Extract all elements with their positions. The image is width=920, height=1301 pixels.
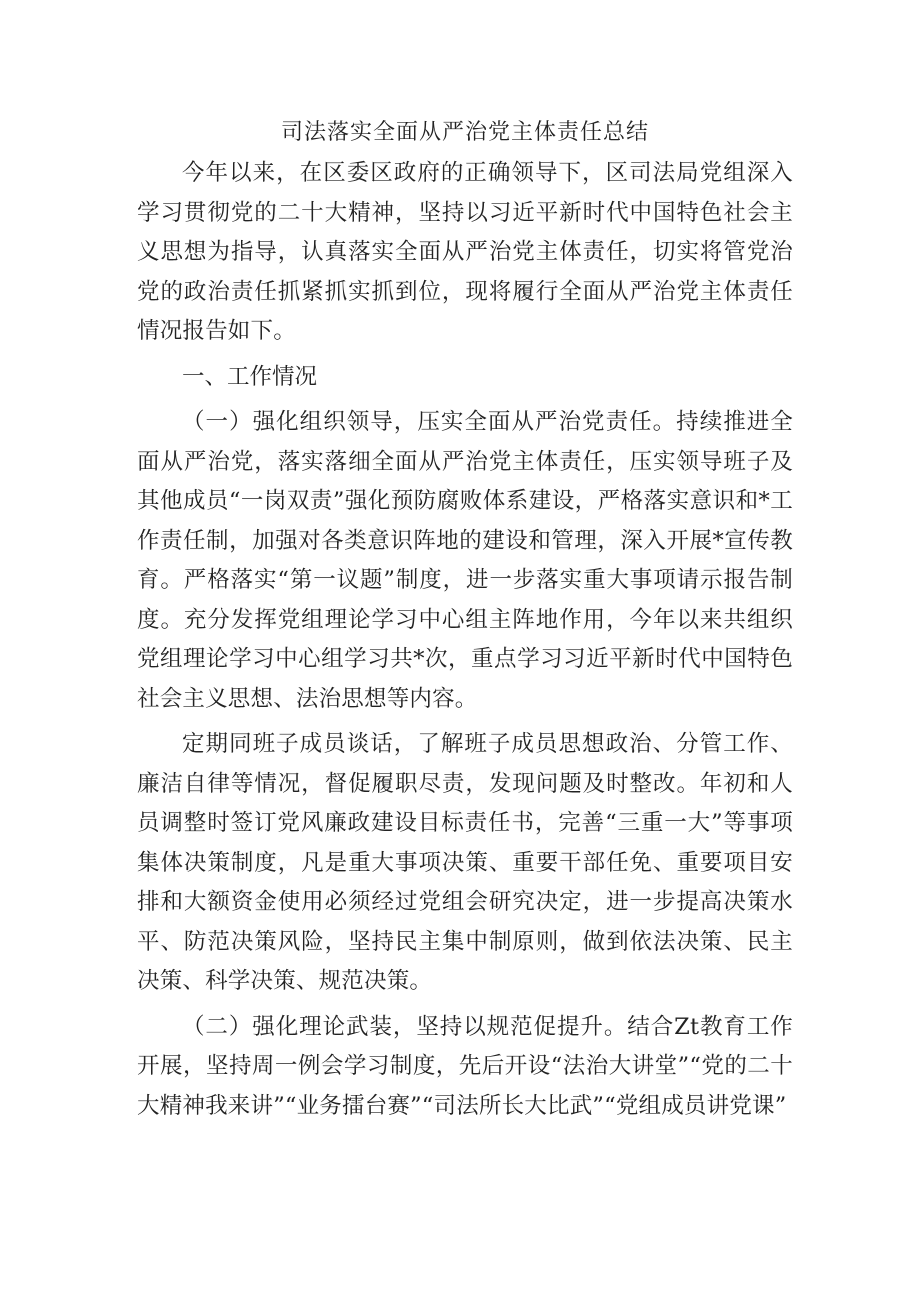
document-body	[137, 118, 793, 1132]
section-heading-work-status: 一、工作情况	[182, 363, 318, 390]
intro-paragraph: 今年以来，在区委区政府的正确领导下，区司法局党组深入学习贯彻党的二十大精神，坚持以习近平新时代中国特色社会主义思想为指导，认真落实全面从严治党主体责任，切实将管党治党的政治责任抓紧抓实抓到位，现将履行全面从严治党主体责任情况报告如下。	[137, 160, 793, 344]
paragraph-organizational-leadership: （一）强化组织领导，压实全面从严治党责任。持续推进全面从严治党，落实落细全面从严治党主体责任，压实领导班子及其他成员“一岗双责”强化预防腐败体系建设，严格落实意识和*工作责任制，加强对各类意识阵地的建设和管理，深入开展*宣传教育。严格落实“第一议题”制度，进一步落实重大事项请示报告制度。充分发挥党组理论学习中心组主阵地作用，今年以来共组织党组理论学习中心组学习共*次，重点学习习近平新时代中国特色社会主义思想、法治思想等内容。	[137, 409, 793, 712]
paragraph-team-talks: 定期同班子成员谈话，了解班子成员思想政治、分管工作、廉洁自律等情况，督促履职尽责，发现问题及时整改。年初和人员调整时签订党风廉政建设目标责任书，完善“三重一大”等事项集体决策制度，凡是重大事项决策、重要干部任免、重要项目安排和大额资金使用必须经过党组会研究决定，进一步提高决策水平、防范决策风险，坚持民主集中制原则，做到依法决策、民主决策、科学决策、规范决策。	[137, 731, 793, 994]
document-title: 司法落实全面从严治党主体责任总结	[280, 120, 649, 145]
paragraph-theoretical-study: （二）强化理论武装，坚持以规范促提升。结合Zt教育工作开展，坚持周一例会学习制度，先后开设“法治大讲堂”“党的二十大精神我来讲”“业务擂台赛”“司法所长大比武”“党组成员讲党课”	[137, 1013, 793, 1119]
